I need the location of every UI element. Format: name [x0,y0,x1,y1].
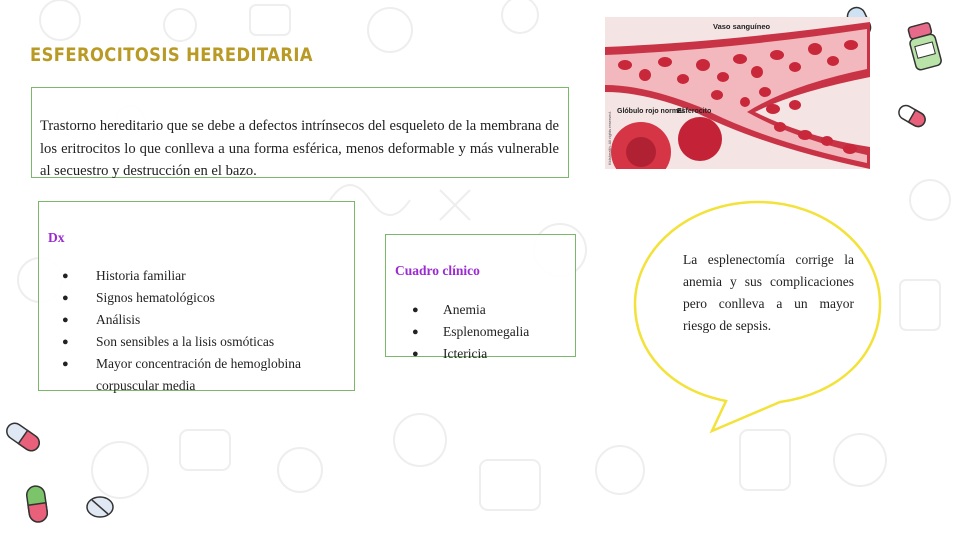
bullet-icon: ● [62,270,69,282]
bubble-text: La esplenectomía corrige la anemia y sus complicaciones pero conlleva a un mayor riesgo de sepsis. [683,252,854,333]
page-title: ESFEROCITOSIS HEREDITARIA [30,44,313,66]
bullet-icon: ● [62,314,69,326]
list-item: ● Mayor concentración de hemoglobina corpuscular media [62,353,347,397]
bullet-icon: ● [412,326,419,338]
list-item: ● Esplenomegalia [412,321,572,343]
bullet-icon: ● [62,292,69,304]
image-credit: Kidshealth. All rights reserved. [607,111,612,165]
list-item: ● Historia familiar [62,265,347,287]
bullet-icon: ● [412,304,419,316]
bullet-icon: ● [412,348,419,360]
spherocyte-label: Esferocito [677,108,712,115]
bullet-icon: ● [62,358,69,370]
clinical-list [412,299,572,365]
capsule-icon [895,102,929,130]
tablet-icon [84,494,116,520]
list-item: ● Anemia [412,299,572,321]
list-item: ● Ictericia [412,343,572,365]
list-item: ● Son sensibles a la lisis osmóticas [62,331,347,353]
blood-vessel-illustration [605,17,870,169]
vessel-label: Vaso sanguíneo [713,22,771,31]
capsule-icon [2,418,44,456]
dx-list [62,265,347,397]
bullet-icon: ● [62,336,69,348]
rbc-label: Glóbulo rojo normal [617,108,684,115]
list-item: ● Análisis [62,309,347,331]
dx-heading: Dx [48,230,65,245]
list-item: ● Signos hematológicos [62,287,347,309]
clinical-heading: Cuadro clínico [395,263,480,278]
capsule-icon [22,483,52,525]
medicine-bottle-icon [905,20,945,72]
definition-text: Trastorno hereditario que se debe a defectos intrínsecos del esqueleto de la membrana de los eritrocitos lo que conlleva a una forma esférica, menos deformable y más vulnerable al secuestro y destrucción en el bazo. [40,118,559,179]
